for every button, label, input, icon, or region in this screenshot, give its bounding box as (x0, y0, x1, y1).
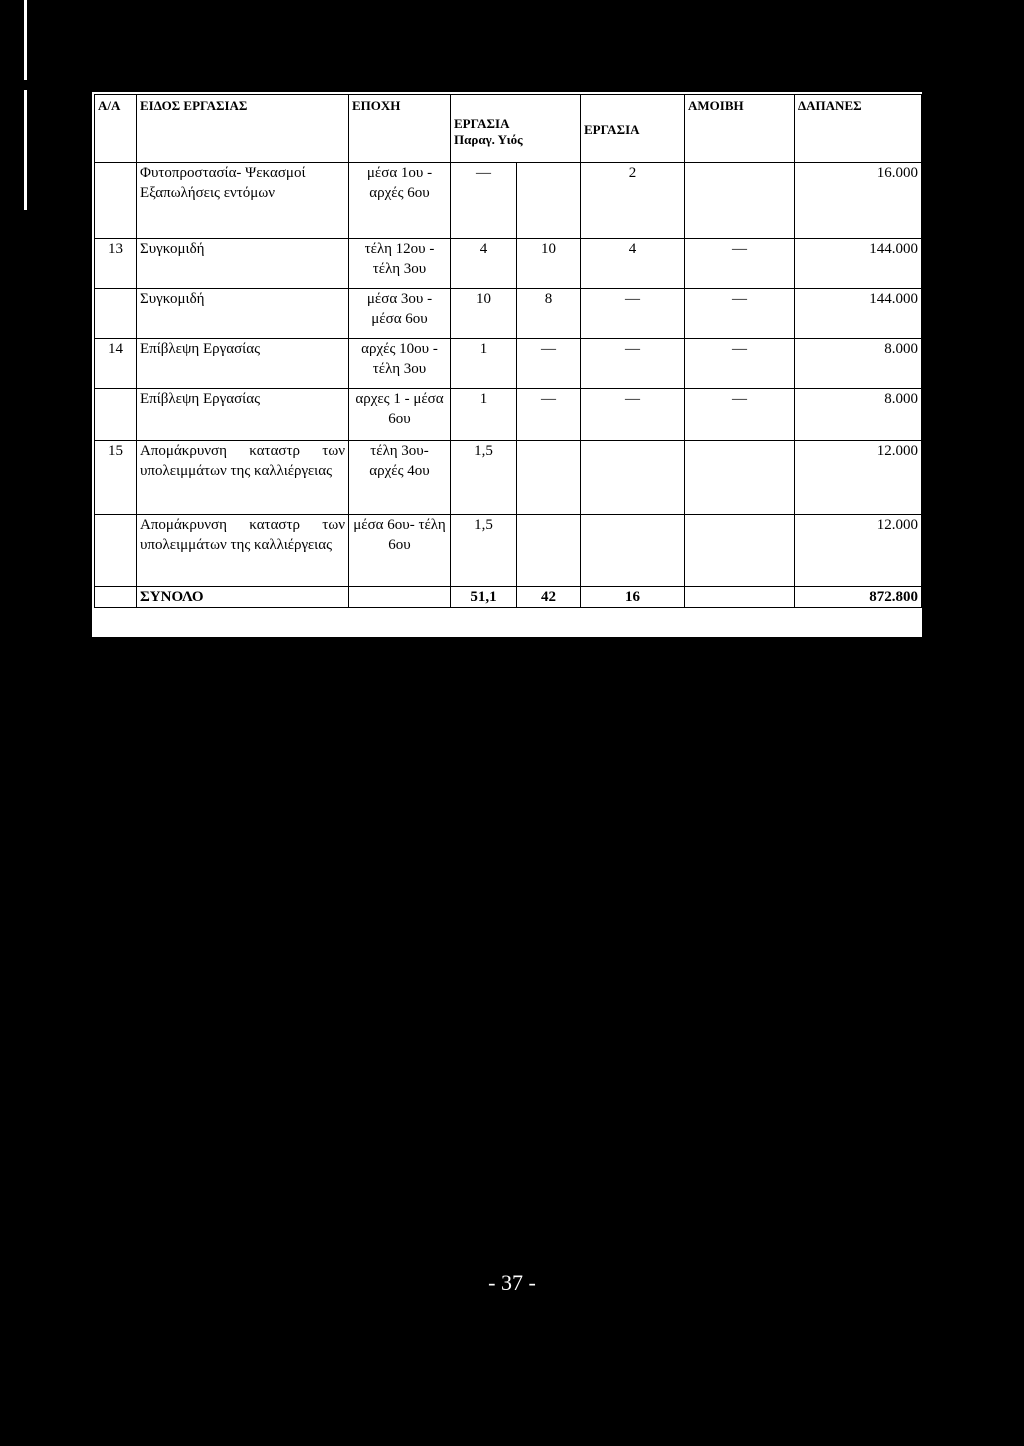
cell-type: Φυτοπροστασία- Ψεκασμοί Εξαπωλήσεις εντόμων (137, 163, 349, 239)
cell-season: μέσα 3ου - μέσα 6ου (349, 289, 451, 339)
cell-type: Επίβλεψη Εργασίας (137, 389, 349, 441)
page-number: - 37 - (488, 1270, 536, 1295)
table-row (95, 389, 922, 441)
cell-aa: 15 (95, 441, 137, 515)
cell-family-b (517, 163, 581, 239)
cell-aa (95, 587, 137, 608)
cell-family-b: 10 (517, 239, 581, 289)
cell-season: αρχές 10ου - τέλη 3ου (349, 339, 451, 389)
cell-family-b (517, 441, 581, 515)
cell-expenses: 8.000 (795, 389, 922, 441)
cell-family-b: 8 (517, 289, 581, 339)
cell-wage (685, 515, 795, 587)
cell-season (349, 587, 451, 608)
cell-expenses: 8.000 (795, 339, 922, 389)
cell-expenses: 144.000 (795, 289, 922, 339)
total-hired: 16 (581, 587, 685, 608)
cell-aa (95, 515, 137, 587)
cell-wage: — (685, 339, 795, 389)
header-work-hired (581, 95, 685, 163)
cell-hired: 4 (581, 239, 685, 289)
work-schedule-table (94, 94, 922, 608)
cell-type: Συγκομιδή (137, 239, 349, 289)
total-family-a: 51,1 (451, 587, 517, 608)
header-wage: ΑΜΟΙΒΗ (685, 95, 795, 163)
cell-aa: 14 (95, 339, 137, 389)
cell-expenses: 16.000 (795, 163, 922, 239)
cell-wage (685, 163, 795, 239)
table-row (95, 239, 922, 289)
total-family-b: 42 (517, 587, 581, 608)
cell-family-a: 1,5 (451, 441, 517, 515)
cell-aa (95, 163, 137, 239)
cell-hired: — (581, 289, 685, 339)
table-row (95, 515, 922, 587)
margin-line-bottom (24, 90, 27, 210)
cell-family-b (517, 515, 581, 587)
cell-season: μέσα 1ου - αρχές 6ου (349, 163, 451, 239)
table-row (95, 289, 922, 339)
cell-type: Συγκομιδή (137, 289, 349, 339)
cell-hired: 2 (581, 163, 685, 239)
header-season: ΕΠΟΧΗ (349, 95, 451, 163)
table-header-row (95, 95, 922, 163)
total-label: ΣΥΝΟΛΟ (137, 587, 349, 608)
cell-type: Επίβλεψη Εργασίας (137, 339, 349, 389)
cell-family-b: — (517, 389, 581, 441)
header-work-hired-label: ΕΡΓΑΣΙΑ (584, 122, 640, 137)
cell-expenses: 144.000 (795, 239, 922, 289)
cell-hired: — (581, 389, 685, 441)
cell-wage (685, 441, 795, 515)
cell-hired: — (581, 339, 685, 389)
cell-aa: 13 (95, 239, 137, 289)
cell-family-b: — (517, 339, 581, 389)
header-expenses: ΔΑΠΑΝΕΣ (795, 95, 922, 163)
header-aa: Α/Α (95, 95, 137, 163)
cell-wage: — (685, 239, 795, 289)
cell-family-a: 1,5 (451, 515, 517, 587)
total-wage (685, 587, 795, 608)
table-row (95, 441, 922, 515)
cell-wage: — (685, 289, 795, 339)
cell-family-a: 10 (451, 289, 517, 339)
cell-season: αρχες 1 - μέσα 6ου (349, 389, 451, 441)
cell-aa (95, 289, 137, 339)
cell-family-a: 4 (451, 239, 517, 289)
header-type: ΕΙΔΟΣ ΕΡΓΑΣΙΑΣ (137, 95, 349, 163)
cell-season: τέλη 3ου- αρχές 4ου (349, 441, 451, 515)
header-work-family-label: ΕΡΓΑΣΙΑ (454, 116, 510, 131)
cell-family-a: 1 (451, 339, 517, 389)
cell-type: Απομάκρυνση καταστρ των υπολειμμάτων της καλλιέργειας (137, 441, 349, 515)
cell-hired (581, 441, 685, 515)
cell-type: Απομάκρυνση καταστρ των υπολειμμάτων της καλλιέργειας (137, 515, 349, 587)
cell-family-a: — (451, 163, 517, 239)
table-row (95, 163, 922, 239)
cell-season: τέλη 12ου - τέλη 3ου (349, 239, 451, 289)
cell-season: μέσα 6ου- τέλη 6ου (349, 515, 451, 587)
cell-expenses: 12.000 (795, 441, 922, 515)
cell-expenses: 12.000 (795, 515, 922, 587)
header-work-family-sub: Παραγ. Υιός (454, 132, 523, 147)
cell-family-a: 1 (451, 389, 517, 441)
margin-line-top (24, 0, 27, 80)
table-row (95, 339, 922, 389)
total-expenses: 872.800 (795, 587, 922, 608)
cell-aa (95, 389, 137, 441)
cell-hired (581, 515, 685, 587)
header-work-family (451, 95, 581, 163)
cell-wage: — (685, 389, 795, 441)
total-row (95, 587, 922, 608)
